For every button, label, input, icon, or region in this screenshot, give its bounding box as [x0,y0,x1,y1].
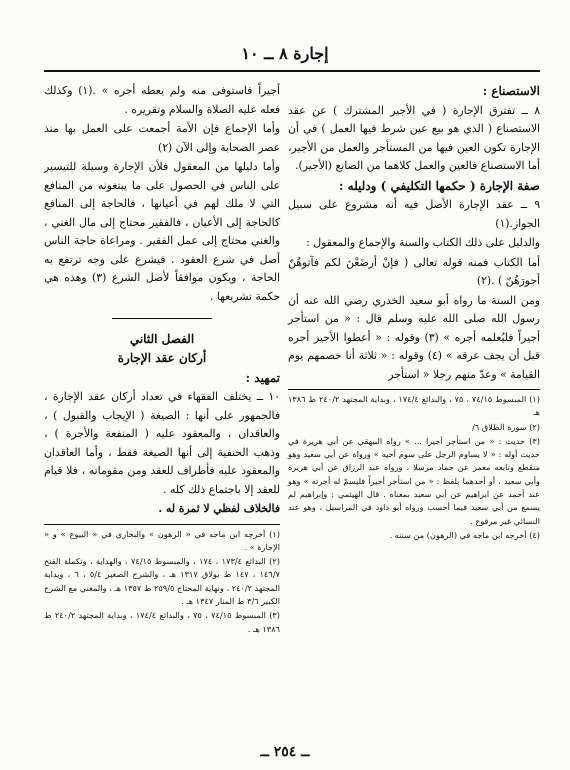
footnote: (١) أخرجه ابن ماجه في « الرهون » والبخاري في « البيوع » و « الإجارة » . [44,528,280,552]
chapter-title: الفصل الثاني [129,331,195,346]
paragraph-hadith-end: أجيراً فاستوفى منه ولم يعطه أجره » .(١) وكذلك فعله عليه الصلاة والسلام وتقريره . [44,84,280,116]
paragraph-9-sunnah: ومن السنة ما رواه أبو سعيد الخدري رضي الله عنه أن رسول الله صلى الله عليه وسلم قال : « من استأجر أجيراً فليُعلمه أجره » (٣) وقوله : « أعطوا الأجير أجره قبل أن يجف عرقه » (٤) وقوله : « ثلاثة أنا خصمهم يوم القيامة » وعدّ منهم رجلا « استأجر [288,293,541,381]
page-header: إجارة ٨ ــ ١٠ [241,44,329,63]
footnote-rule [288,389,540,390]
heading-istisna: الاستصناع : [482,84,540,98]
chapter-subtitle: أركان عقد الإجارة [117,351,207,365]
paragraph-10: ١٠ ــ يختلف الفقهاء في تعداد أركان عقد الإجارة ، فالجمهور على أنها : الصيغة ( الإيجاب والقبول ) ، والعاقدان ، والمعقود عليه ( المنفعة والأجرة ) ، وذهب الحنفية إلى أنها الصيغة فقط ، وأما العاقدان والمعقود عليه فأطراف للعقد ومن مقوماته ، فلا قيام للعقد إلا باجتماع ذلك كله . [44,390,280,496]
paragraph-9: ٩ ــ عقد الإجارة الأصل فيه أنه مشروع على سبيل الجواز.(١) [288,198,540,230]
footnote: (٣) حديث : « من استأجر أجيرا ... » رواه البيهقي عن أبي هريرة في حديث أوله : « لا يساوم الرجل على سوم أخيه » ورواه عن أبي سعيد وهو منقطع وتابعه معمر عن حماد مرسلا ، ورواه عبد الرزاق عن أبي هريرة وأبي سعيد ، أو أحدهما بلفظ : « من استأجر أجيراً فليسمّ له أجرته » وهو عند أحمد عن ابراهيم عن أبي سعيد بمعناه . قال الهيثمي : وإبراهيم لم يسمع من أبي سعيد فيما أحسب ورواه أبو داود في المراسيل ، وهو عند النسائي غير مرفوع . [288,435,540,526]
footnote: (١) المبسوط ٧٤/١٥ ، ٧٥ ، والبدائع ١٧٤/٤ ، وبداية المجتهد ٢٤٠/٢ ط ١٣٨٦ هـ [288,394,540,418]
paragraph-reason: وأما دليلها من المعقول فلأن الإجارة وسيلة للتيسير على الناس في الحصول على ما يبتغونه من المنافع التي لا ملك لهم في أعيانها ، فالحاجة إلى المنافع كالحاجة إلى الأعيان ، فالفقير محتاج إلى مال الغني ، والغني محتاج إلى عمل الفقير . ومراعاة حاجة الناس أصل في شرع العقود . فيشرع على وجه ترتفع به الحاجة ، ويكون موافقاً لأصل الشرع (٣) وهذه هي حكمة تشريعها . [44,160,280,303]
right-column [288,82,540,543]
footnote: (٢) سورة الطلاق ٦/ [472,421,540,432]
paragraph-9-quran: أما الكتاب فمنه قوله تعالى ( فإنْ أرضَعْنَ لكم فآتوهُنّ أجورَهُنّ ) .(٢) [288,255,540,287]
page-number: ــ ٢٥٤ ــ [260,744,310,760]
footnote: (٤) أخرجه ابن ماجه في (الرهون) من سننه . [389,529,540,540]
paragraph-10-conclusion: فالخلاف لفظي لا ثمرة له . [158,502,280,515]
left-column [44,82,280,637]
heading-ruling: صفة الإجارة ( حكمها التكليفي ) ودليله : [339,178,540,193]
paragraph-8: ٨ ــ تفترق الإجارة ( في الأجير المشترك ) عن عقد الاستصناع ( الذي هو بيع عين شرط فيها العمل ) في أن الإجارة تكون العين فيها من المستأجر والعمل من الأجير، أما الاستصناع فالعين والعمل كلاهما من الصانع (الأجير). [288,103,540,172]
footnote: (٢) البدائع ١٧٣/٤ ، ١٧٤ ، والمبسوط ٧٤/١٥ ، والهداية ، وتكملة الفتح ١٤٦/٧ ، ١٤٧ ط بولاق ١٣١٧ هـ ، والشرح الصغير ٥/٤ ، ٦ ، وبداية المجتهد ٢٤٠/٢ ، ونهاية المحتاج ٢٥٩/٥ ط ١٣٥٧ هـ ، والمغني مع الشرح الكبير ٣/٦ ط المنار ١٣٤٧ هـ . [44,556,280,606]
footnote: (٣) المبسوط ٧٤/١٥ ، ٧٥ ، والبدائع ١٧٤/٤ ، وبداية المجتهد ٢٤٠/٢ ط ١٣٨٦ هـ . [44,610,280,634]
heading-intro: تمهيد : [245,370,280,385]
footnote-rule [44,524,280,525]
header-rule [44,70,540,72]
paragraph-ijma: وأما الإجماع فإن الأمة أجمعت على العمل بها منذ عصر الصحابة وإلى الآن (٢) [44,122,280,154]
paragraph-9-evidence: والدليل على ذلك الكتاب والسنة والإجماع والمعقول : [306,236,540,249]
section-divider [44,307,280,326]
